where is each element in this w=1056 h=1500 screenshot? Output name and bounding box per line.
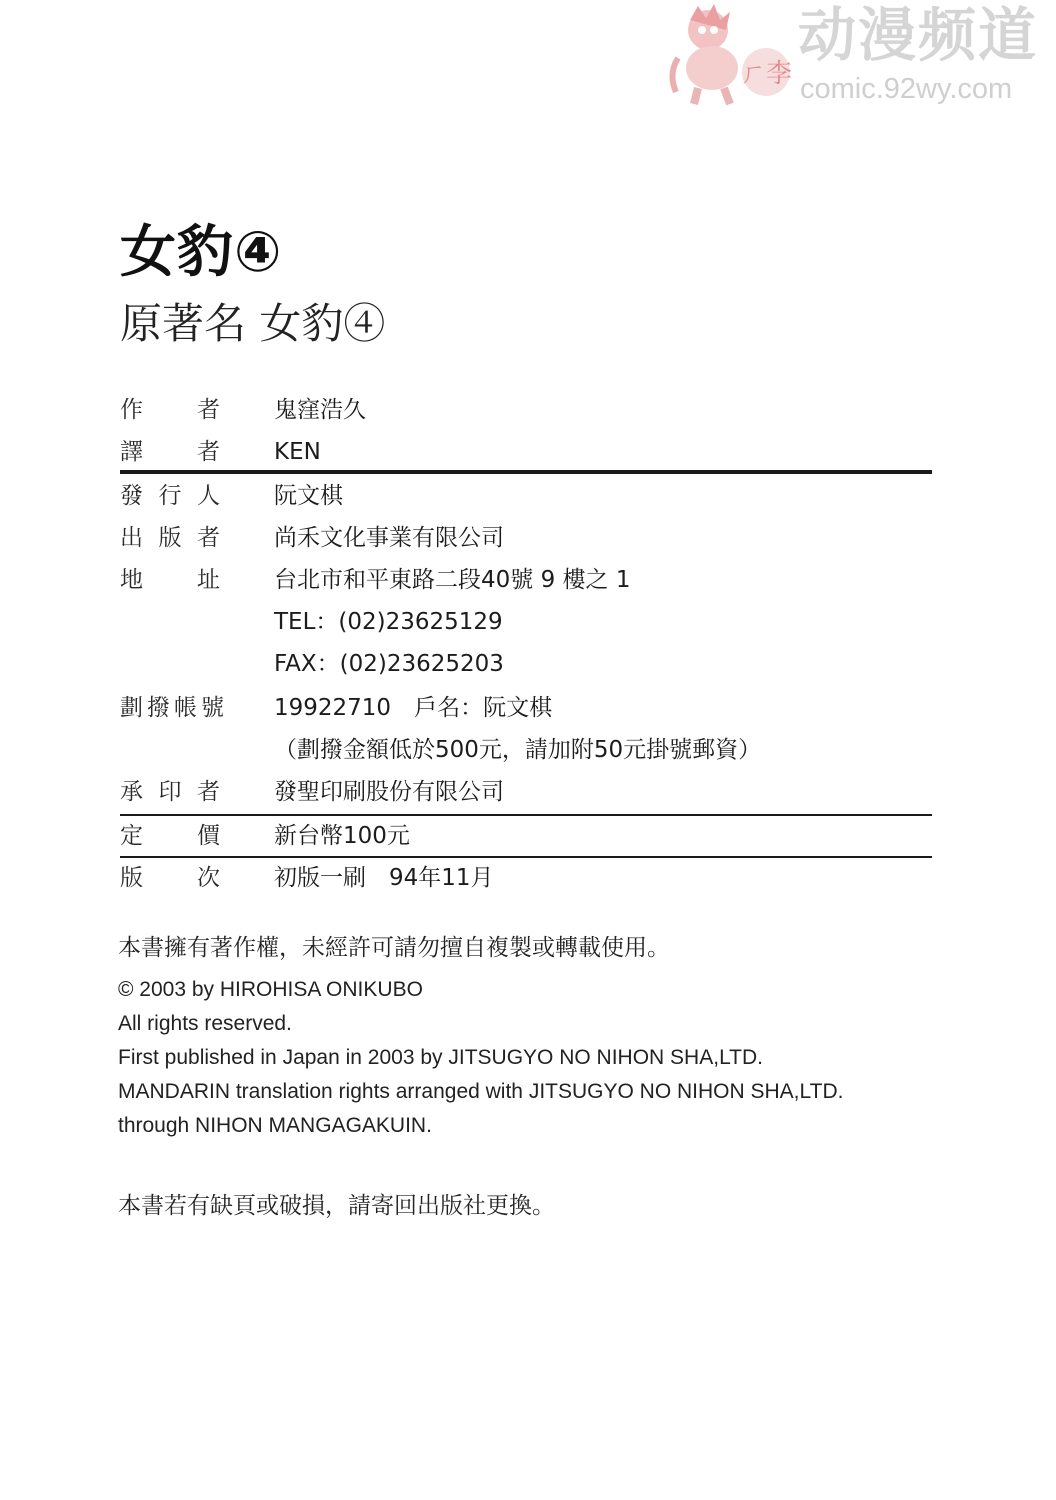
translation-rights-line: MANDARIN translation rights arranged with JITSUGYO NO NIHON SHA,LTD. — [118, 1080, 844, 1103]
credit-label — [120, 518, 220, 558]
credit-value: 發聖印刷股份有限公司 — [274, 779, 504, 805]
credit-label — [120, 432, 220, 472]
watermark-site-name: 动漫频道 — [798, 1, 1039, 69]
credit-value: （劃撥金額低於500元，請加附50元掛號郵資） — [274, 737, 762, 763]
credit-row — [120, 816, 940, 856]
credit-value: 新台幣100元 — [274, 823, 410, 849]
label-char: 者 — [197, 439, 220, 465]
credit-row — [120, 560, 940, 600]
credit-value: 台北市和平東路二段40號 9 樓之 1 — [274, 567, 631, 593]
divider-thick — [120, 470, 932, 474]
credit-row — [120, 858, 940, 898]
copyright-line: © 2003 by HIROHISA ONIKUBO — [118, 978, 423, 1001]
book-title: 女豹④ — [120, 220, 283, 285]
credit-value: 鬼窪浩久 — [274, 397, 366, 423]
label-char: 作 — [120, 397, 143, 423]
credit-label — [120, 858, 220, 898]
label-char: 版 — [120, 865, 143, 891]
credit-label — [120, 688, 224, 728]
label-char: 次 — [197, 865, 220, 891]
label-char: 劃 — [120, 695, 143, 721]
label-char: 發 — [120, 483, 143, 509]
copyright-notice-cn: 本書擁有著作權，未經許可請勿擅自複製或轉載使用。 — [118, 935, 670, 961]
label-char: 撥 — [147, 695, 170, 721]
label-char: 帳 — [174, 695, 197, 721]
credit-value: 初版一刷 94年11月 — [274, 865, 494, 891]
cartoon-mascot-icon — [668, 2, 796, 106]
watermark-url: comic.92wy.com — [800, 73, 1013, 105]
credit-row — [120, 432, 940, 472]
label-char: 者 — [197, 397, 220, 423]
label-char: 承 — [120, 779, 143, 805]
label-char: 者 — [197, 779, 220, 805]
label-char: 出 — [120, 525, 143, 551]
credit-row — [120, 644, 940, 684]
defect-notice: 本書若有缺頁或破損，請寄回出版社更換。 — [118, 1193, 555, 1219]
credit-value: 19922710 戶名：阮文棋 — [274, 695, 553, 721]
credit-value: FAX：(02)23625203 — [274, 651, 504, 677]
credit-row — [120, 476, 940, 516]
label-char: 號 — [201, 695, 224, 721]
credit-label — [120, 560, 220, 600]
label-char: 價 — [197, 823, 220, 849]
label-char: 者 — [197, 525, 220, 551]
first-published-line: First published in Japan in 2003 by JITSUGYO NO NIHON SHA,LTD. — [118, 1046, 764, 1069]
credit-value: KEN — [274, 439, 321, 465]
credit-row — [120, 518, 940, 558]
divider — [120, 814, 932, 816]
label-char: 地 — [120, 567, 143, 593]
credit-label — [120, 772, 220, 812]
credit-label — [120, 390, 220, 430]
rights-line: All rights reserved. — [118, 1012, 292, 1035]
credit-row — [120, 730, 940, 770]
agency-line: through NIHON MANGAGAKUIN. — [118, 1114, 432, 1137]
label-char: 版 — [158, 525, 182, 551]
label-char: 定 — [120, 823, 143, 849]
logo-mark: ㄏ李 — [739, 59, 793, 89]
label-char: 人 — [197, 483, 220, 509]
credit-row — [120, 602, 940, 642]
credit-label — [120, 476, 220, 516]
credit-value: 尚禾文化事業有限公司 — [274, 525, 504, 551]
credit-value: TEL：(02)23625129 — [274, 609, 503, 635]
credit-value: 阮文棋 — [274, 483, 343, 509]
label-char: 行 — [158, 483, 182, 509]
label-char: 印 — [158, 779, 182, 805]
label-char: 譯 — [120, 439, 143, 465]
credit-row — [120, 390, 940, 430]
credit-label — [120, 816, 220, 856]
original-title: 原著名 女豹④ — [120, 299, 386, 348]
divider — [120, 856, 932, 858]
credit-row — [120, 772, 940, 812]
label-char: 址 — [197, 567, 220, 593]
watermark — [668, 0, 1056, 112]
credit-row — [120, 688, 940, 728]
